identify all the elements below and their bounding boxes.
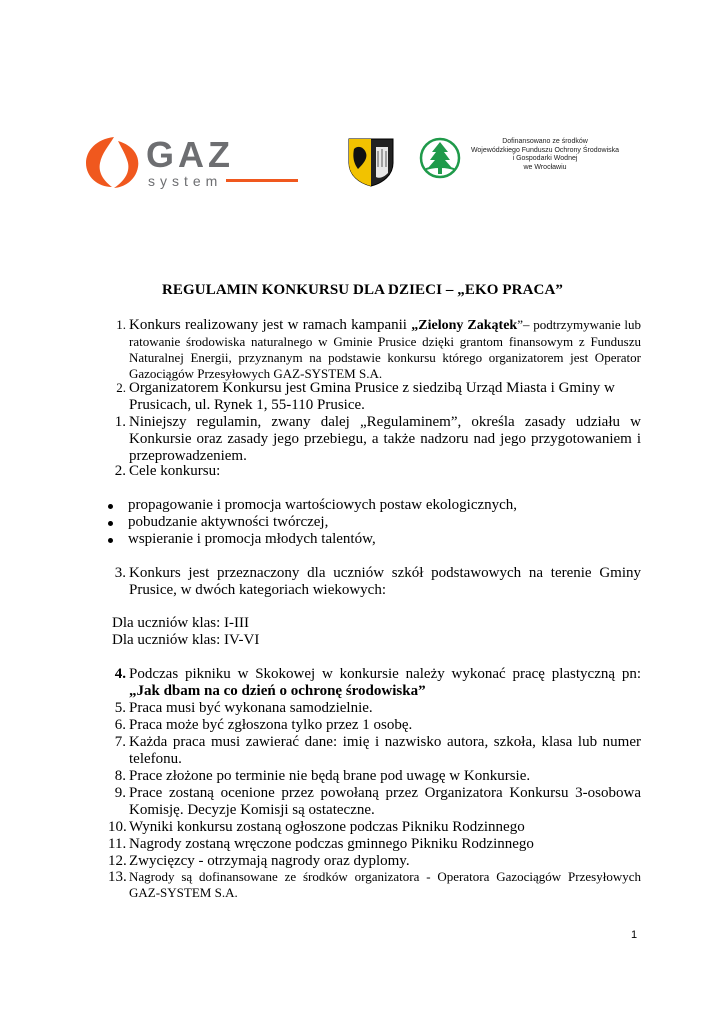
bullet-icon — [108, 521, 113, 526]
gaz-flame-icon — [86, 137, 138, 188]
document-title: REGULAMIN KONKURSU DLA DZIECI – „EKO PRACA” — [161, 282, 563, 298]
wfosigw-tree-icon — [418, 136, 466, 180]
coat-of-arms-icon — [346, 137, 396, 187]
bullet-icon — [108, 504, 113, 509]
category-line: Dla uczniów klas: I-III — [112, 615, 250, 631]
system-wordmark: system — [148, 173, 223, 189]
gaz-system-logo — [84, 133, 304, 191]
page-number: 1 — [631, 929, 638, 941]
gaz-wordmark: GAZ — [146, 134, 234, 175]
category-line: Dla uczniów klas: IV-VI — [112, 632, 260, 648]
bullet-icon — [108, 538, 113, 543]
document-page: GAZ system Dofinansowano ze środków Wojewódzkiego Funduszu Ochrony Środowiska i Gospodarki Wodnej we Wrocławiu REGULAMIN KONKURSU DLA DZIECI – „EKO PRACA” 1. Konkurs realizowany jest w ramach kampanii „Zielony Zakątek”– podtrzymywanie lub ratowanie środowiska naturalnego w Gminie Prusice dzięki grantom finansowym z Funduszu Naturalnej Energii, przyznanym na podstawie konkursu którego organizatorem jest Operator Gazociągów Przesyłowych GAZ-SYSTEM S.A. 2. Organizatorem Konkursu jest Gmina Prusice z siedzibą Urząd Miasta i Gminy w Prusicach, ul. Rynek 1, 55-110 Prusice. 1. Niniejszy regulamin, zwany dalej „Regulaminem”, określa zasady udziału w Konkursie oraz zasady jego przebiegu, a także nadzoru nad jego przygotowaniem i przeprowadzeniem. 2. Cele konkursu: propagowanie i promocja wartościowych postaw ekologicznych, pobudzanie aktywności twórczej, wspieranie i promocja młodych talentów, 3. Konkurs jest przeznaczony dla uczniów szkół podstawowych na terenie Gminy Prusice, w dwóch kategoriach wiekowych: Dla uczniów klas: I-III Dla uczniów klas: IV-VI 4. Podczas pikniku w Skokowej w konkursie należy wykonać pracę plastyczną pn: „Jak dbam na co dzień o ochronę środowiska” 5. Praca musi być wykonana samodzielnie. 6. Praca może być zgłoszona tylko przez 1 osobę. 7. Każda praca musi zawierać dane: imię i nazwisko autora, szkoła, klasa lub numer telefonu. 8. Prace złożone po terminie nie będą brane pod uwagę w Konkursie. 9. Prace zostaną ocenione przez powołaną przez Organizatora Konkursu 3-osobowa Komisję. Decyzje Komisji są ostateczne. 10. Wyniki konkursu zostaną ogłoszone podczas Pikniku Rodzinnego 11. Nagrody zostaną wręczone podczas gminnego Pikniku Rodzinnego 12. Zwycięzcy - otrzymają nagrody oraz dyplomy. 13. Nagrody są dofinansowane ze środków organizatora - Operatora Gazociągów Przesyłowych GAZ-SYSTEM S.A. 1 — [0, 0, 725, 1024]
co-financing-note: Dofinansowano ze środków Wojewódzkiego Funduszu Ochrony Środowiska i Gospodarki Wodnej we Wrocławiu — [470, 138, 620, 171]
